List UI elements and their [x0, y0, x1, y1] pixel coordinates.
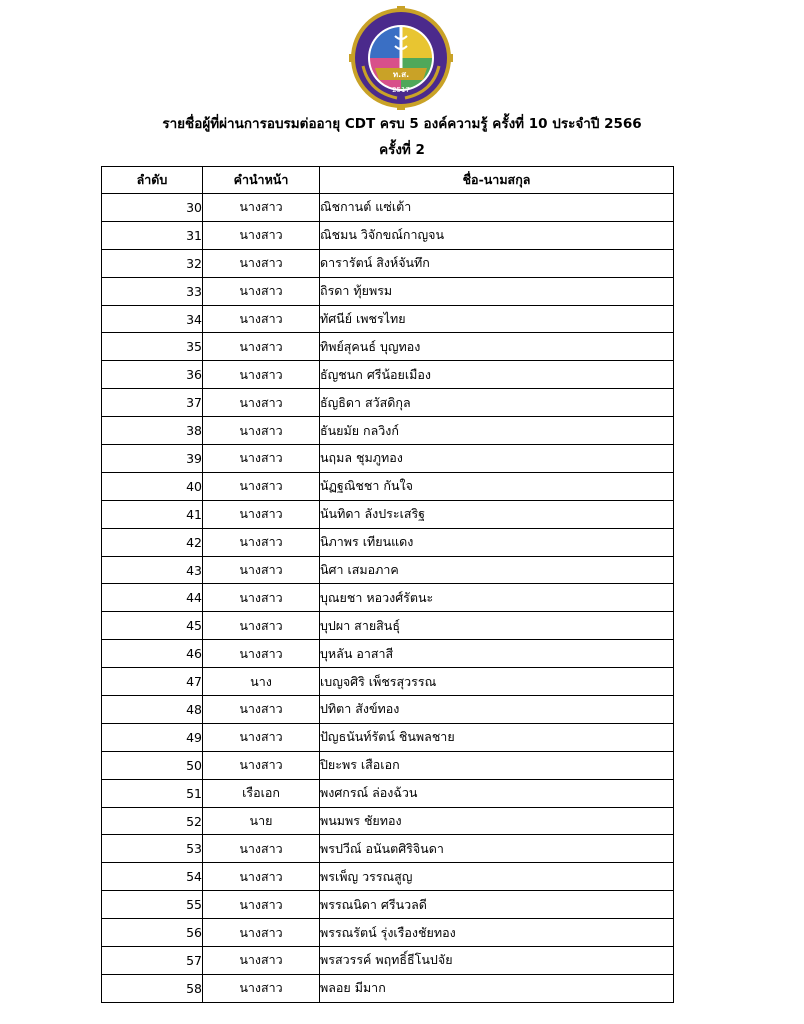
row-prefix: นางสาว	[203, 305, 320, 333]
table-row	[102, 528, 674, 556]
table-row	[102, 333, 674, 361]
row-number: 41	[102, 500, 203, 528]
association-logo	[349, 6, 453, 110]
row-full-name: พรรณนิดา ศรีนวลดี	[320, 891, 674, 919]
row-full-name: นฤมล ชุมภูทอง	[320, 445, 674, 473]
row-prefix: นาง	[203, 668, 320, 696]
row-full-name: ปัญธนันท์รัตน์ ชินพลชาย	[320, 723, 674, 751]
table-row	[102, 389, 674, 417]
column-header-prefix: คำนำหน้า	[203, 167, 320, 194]
row-prefix: นางสาว	[203, 249, 320, 277]
table-row	[102, 277, 674, 305]
row-number: 43	[102, 556, 203, 584]
row-prefix: นางสาว	[203, 361, 320, 389]
row-number: 42	[102, 528, 203, 556]
row-prefix: นางสาว	[203, 835, 320, 863]
table-body	[102, 194, 674, 1003]
row-number: 47	[102, 668, 203, 696]
row-full-name: ปิยะพร เสือเอก	[320, 751, 674, 779]
row-full-name: นิภาพร เทียนแดง	[320, 528, 674, 556]
document-title: รายชื่อผู้ที่ผ่านการอบรมต่ออายุ CDT ครบ 5 องค์ความรู้ ครั้งที่ 10 ประจำปี 2566	[162, 116, 642, 132]
row-number: 31	[102, 221, 203, 249]
table-row	[102, 835, 674, 863]
row-full-name: พรรณรัตน์ รุ่งเรืองชัยทอง	[320, 919, 674, 947]
row-number: 40	[102, 472, 203, 500]
row-full-name: เบญจศิริ เพ็ชรสุวรรณ	[320, 668, 674, 696]
row-prefix: นางสาว	[203, 528, 320, 556]
row-prefix: นางสาว	[203, 584, 320, 612]
row-number: 36	[102, 361, 203, 389]
table-row	[102, 696, 674, 724]
table-row	[102, 584, 674, 612]
table-row	[102, 556, 674, 584]
table-row	[102, 751, 674, 779]
row-full-name: ทัศนีย์ เพชรไทย	[320, 305, 674, 333]
row-full-name: ธันยมัย กลวิงก์	[320, 417, 674, 445]
row-full-name: พรเพ็ญ วรรณสูญ	[320, 863, 674, 891]
row-full-name: พรสวรรค์ พฤทธิ์ธีโนปจัย	[320, 947, 674, 975]
row-number: 57	[102, 947, 203, 975]
table-row	[102, 779, 674, 807]
row-prefix: นางสาว	[203, 277, 320, 305]
row-prefix: เรือเอก	[203, 779, 320, 807]
logo-year: 2517	[392, 86, 410, 94]
row-full-name: นัฏฐณิชชา กันใจ	[320, 472, 674, 500]
row-prefix: นางสาว	[203, 723, 320, 751]
row-number: 55	[102, 891, 203, 919]
table-row	[102, 640, 674, 668]
row-number: 58	[102, 974, 203, 1002]
row-prefix: นางสาว	[203, 863, 320, 891]
table-header-row	[102, 167, 674, 194]
row-prefix: นางสาว	[203, 500, 320, 528]
row-prefix: นางสาว	[203, 640, 320, 668]
table-row	[102, 417, 674, 445]
row-number: 48	[102, 696, 203, 724]
row-full-name: นันทิดา ลังประเสริฐ	[320, 500, 674, 528]
row-full-name: บุปผา สายสินธุ์	[320, 612, 674, 640]
table-row	[102, 891, 674, 919]
table-row	[102, 974, 674, 1002]
table-row	[102, 863, 674, 891]
table-row	[102, 472, 674, 500]
gear-emblem-icon	[349, 6, 453, 110]
table-row	[102, 445, 674, 473]
row-prefix: นางสาว	[203, 389, 320, 417]
table-row	[102, 221, 674, 249]
row-number: 39	[102, 445, 203, 473]
row-number: 30	[102, 194, 203, 222]
row-prefix: นางสาว	[203, 612, 320, 640]
row-prefix: นางสาว	[203, 696, 320, 724]
row-number: 56	[102, 919, 203, 947]
row-number: 44	[102, 584, 203, 612]
row-number: 33	[102, 277, 203, 305]
row-number: 35	[102, 333, 203, 361]
row-prefix: นาย	[203, 807, 320, 835]
row-full-name: ธัญธิดา สวัสดิกุล	[320, 389, 674, 417]
row-full-name: ทิพย์สุคนธ์ บุญทอง	[320, 333, 674, 361]
row-full-name: พรปวีณ์ อนันตศิริจินดา	[320, 835, 674, 863]
row-prefix: นางสาว	[203, 556, 320, 584]
logo-monogram: ท.ส.	[392, 70, 410, 79]
table-row	[102, 668, 674, 696]
table-row	[102, 612, 674, 640]
table-row	[102, 500, 674, 528]
row-number: 52	[102, 807, 203, 835]
table-row	[102, 194, 674, 222]
row-number: 54	[102, 863, 203, 891]
row-number: 49	[102, 723, 203, 751]
row-prefix: นางสาว	[203, 974, 320, 1002]
row-number: 53	[102, 835, 203, 863]
column-header-name: ชื่อ-นามสกุล	[320, 167, 674, 194]
row-number: 32	[102, 249, 203, 277]
table-row	[102, 305, 674, 333]
row-prefix: นางสาว	[203, 919, 320, 947]
row-full-name: ณิชกานต์ แซ่เต้า	[320, 194, 674, 222]
column-header-number: ลำดับ	[102, 167, 203, 194]
row-prefix: นางสาว	[203, 472, 320, 500]
row-prefix: นางสาว	[203, 333, 320, 361]
document-subtitle: ครั้งที่ 2	[379, 142, 425, 158]
row-prefix: นางสาว	[203, 947, 320, 975]
row-number: 45	[102, 612, 203, 640]
participants-table	[101, 166, 674, 1003]
row-full-name: ณิชมน วิจักขณ์กาญจน	[320, 221, 674, 249]
row-full-name: ดารารัตน์ สิงห์จันทึก	[320, 249, 674, 277]
row-full-name: ธัญชนก ศรีน้อยเมือง	[320, 361, 674, 389]
row-prefix: นางสาว	[203, 194, 320, 222]
row-prefix: นางสาว	[203, 445, 320, 473]
row-full-name: บุณยชา หอวงศ์รัตนะ	[320, 584, 674, 612]
table-row	[102, 947, 674, 975]
row-prefix: นางสาว	[203, 221, 320, 249]
row-full-name: พงศกรณ์ ล่องฉ้วน	[320, 779, 674, 807]
table-row	[102, 249, 674, 277]
table-row	[102, 723, 674, 751]
row-number: 51	[102, 779, 203, 807]
row-prefix: นางสาว	[203, 751, 320, 779]
row-full-name: ปทิตา สังข์ทอง	[320, 696, 674, 724]
row-full-name: บุหลัน อาสาสี	[320, 640, 674, 668]
row-full-name: พนมพร ชัยทอง	[320, 807, 674, 835]
row-number: 50	[102, 751, 203, 779]
table-row	[102, 807, 674, 835]
row-full-name: นิศา เสมอภาค	[320, 556, 674, 584]
row-number: 38	[102, 417, 203, 445]
row-number: 37	[102, 389, 203, 417]
row-full-name: พลอย มีมาก	[320, 974, 674, 1002]
row-full-name: ถิรดา ทุ้ยพรม	[320, 277, 674, 305]
table-row	[102, 919, 674, 947]
row-number: 46	[102, 640, 203, 668]
row-prefix: นางสาว	[203, 891, 320, 919]
row-prefix: นางสาว	[203, 417, 320, 445]
row-number: 34	[102, 305, 203, 333]
table-row	[102, 361, 674, 389]
